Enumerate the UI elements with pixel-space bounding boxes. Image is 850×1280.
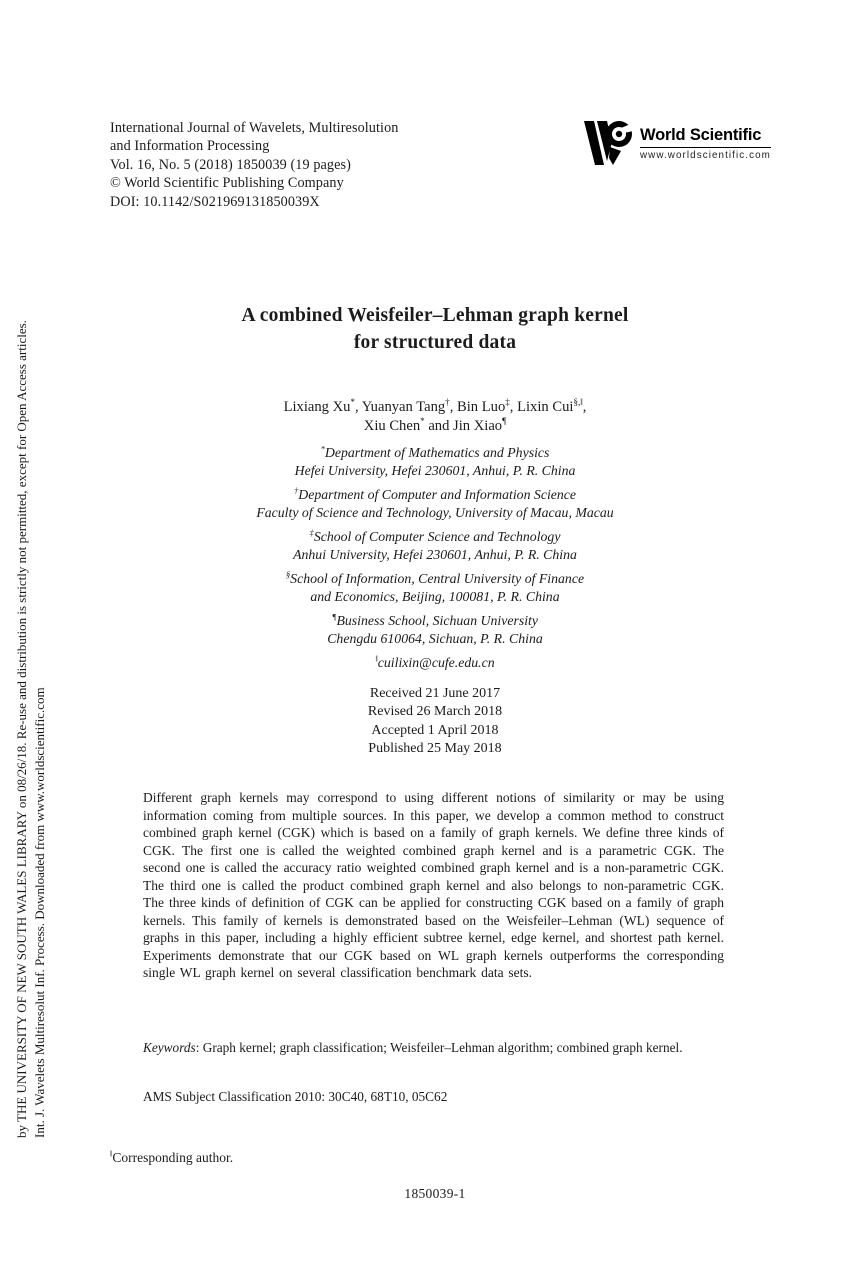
- author-marker: ¶: [502, 416, 507, 427]
- author-name: Jin Xiao: [453, 418, 503, 434]
- journal-name-line1: International Journal of Wavelets, Multiresolution: [110, 120, 399, 136]
- corresponding-author-email: [110, 654, 760, 672]
- corresponding-author-footnote: [110, 1150, 233, 1166]
- journal-name-line2: and Information Processing: [110, 138, 270, 155]
- author-name: Yuanyan Tang: [361, 399, 446, 415]
- affiliation-line: [110, 528, 760, 546]
- author-name: Lixin Cui: [517, 399, 574, 415]
- author-marker: ‡: [505, 397, 510, 408]
- author-separator: ,: [354, 399, 362, 415]
- paper-title: [110, 303, 760, 356]
- affiliation-line: Anhui University, Hefei 230601, Anhui, P. R. China: [293, 547, 577, 563]
- authors-line-2: [110, 417, 760, 436]
- email-address: cuilixin@cufe.edu.cn: [377, 654, 495, 670]
- revised-date: Revised 26 March 2018: [367, 704, 503, 720]
- world-scientific-logo: [583, 120, 771, 166]
- affiliation-line: Chengdu 610064, Sichuan, P. R. China: [327, 630, 543, 646]
- author-marker: §,‖: [573, 397, 583, 408]
- author-separator: ,: [509, 399, 518, 415]
- author-name: Bin Luo: [457, 399, 506, 415]
- affiliation-text: School of Information, Central University of Finance: [290, 570, 585, 586]
- affiliation-block: [110, 444, 760, 480]
- copyright-line: © World Scientific Publishing Company: [110, 175, 344, 192]
- affiliation-block: [110, 486, 760, 522]
- author-marker: †: [445, 397, 450, 408]
- keywords-label: Keywords: [143, 1040, 196, 1055]
- access-stamp: [13, 173, 48, 1138]
- author-separator: ,: [449, 399, 457, 415]
- author-name: Xiu Chen: [363, 418, 421, 434]
- affiliations: [110, 444, 760, 672]
- publication-history: [110, 685, 760, 758]
- access-stamp-library-line: by THE UNIVERSITY OF NEW SOUTH WALES LIBRARY on 08/26/18. Re-use and distribution is strictly not permitted, except for Open Access articles.: [14, 320, 29, 1138]
- authors-line-1: [110, 398, 760, 417]
- affiliation-marker: *: [320, 443, 325, 454]
- affiliation-line: Faculty of Science and Technology, University of Macau, Macau: [256, 505, 614, 521]
- author-name: Lixiang Xu: [283, 399, 351, 415]
- abstract-text: Different graph kernels may correspond to using different notions of similarity or may be using information coming from multiple sources. In this paper, we develop a common method to construct combined graph kernel (CGK) which is based on a family of graph kernels. We define three kinds of CGK. The first one is called the weighted combined graph kernel and is a parametric CGK. The second one is called the accuracy ratio weighted combined graph kernel and is a non-parametric CGK. The third one is called the product combined graph kernel and also belongs to non-parametric CGK. The three kinds of definition of CGK can be applied for constructing CGK based on a family of graph kernels. This family of kernels is demonstrated based on the Weisfeiler–Lehman (WL) sequence of graphs in this paper, including a highly efficient subtree kernel, edge kernel, and shortest path kernel. Experiments demonstrate that our CGK based on WL graph kernels outperforms the corresponding single WL graph kernel on several classification benchmark data sets.: [143, 790, 724, 980]
- affiliation-marker: §: [285, 569, 291, 580]
- email-marker: ‖: [375, 652, 378, 663]
- access-stamp-journal-line: Int. J. Wavelets Multiresolut Inf. Process. Downloaded from www.worldscientific.com: [31, 687, 47, 1138]
- affiliation-text: Business School, Sichuan University: [336, 612, 539, 628]
- affiliation-marker: ‡: [309, 527, 314, 538]
- footnote-marker: ‖: [110, 1149, 113, 1159]
- affiliation-text: Department of Mathematics and Physics: [324, 445, 550, 460]
- affiliation-marker: †: [293, 485, 299, 496]
- affiliation-marker: ¶: [331, 611, 337, 622]
- affiliation-line: Hefei University, Hefei 230601, Anhui, P. R. China: [294, 463, 576, 479]
- publisher-name: World Scientific: [640, 126, 771, 148]
- keywords-text: : Graph kernel; graph classification; Weisfeiler–Lehman algorithm; combined graph kernel.: [195, 1040, 683, 1055]
- page-number: 1850039-1: [404, 1186, 466, 1201]
- paper-title-line1: A combined Weisfeiler–Lehman graph kernel: [241, 305, 629, 326]
- published-date: Published 25 May 2018: [368, 740, 502, 756]
- author-separator: ,: [582, 399, 587, 415]
- publisher-website: www.worldscientific.com: [640, 150, 771, 161]
- affiliation-block: [110, 570, 760, 606]
- author-separator: and: [424, 418, 454, 434]
- paper-title-line2: for structured data: [353, 331, 517, 353]
- affiliation-block: [110, 528, 760, 564]
- doi-line: DOI: 10.1142/S021969131850039X: [110, 193, 320, 210]
- footnote-text: Corresponding author.: [112, 1150, 234, 1165]
- affiliation-text: Department of Computer and Information Science: [298, 486, 577, 502]
- author-marker: *: [420, 416, 425, 427]
- world-scientific-logo-text: [640, 120, 771, 161]
- affiliation-line: and Economics, Beijing, 100081, P. R. China: [310, 588, 560, 604]
- affiliation-block: [110, 612, 760, 648]
- journal-header: [110, 119, 398, 211]
- world-scientific-logo-icon: [583, 120, 633, 166]
- received-date: Received 21 June 2017: [369, 686, 501, 701]
- affiliation-text: School of Computer Science and Technology: [313, 528, 561, 544]
- volume-info: Vol. 16, No. 5 (2018) 1850039 (19 pages): [110, 156, 351, 173]
- author-list: [110, 398, 760, 436]
- affiliation-line: [110, 444, 760, 462]
- keywords: [143, 1039, 724, 1057]
- accepted-date: Accepted 1 April 2018: [371, 722, 499, 738]
- affiliation-line: [110, 486, 760, 504]
- ams-classification: AMS Subject Classification 2010: 30C40, 68T10, 05C62: [143, 1089, 448, 1104]
- affiliation-line: [110, 612, 760, 630]
- affiliation-line: [110, 570, 760, 588]
- author-marker: *: [350, 397, 355, 408]
